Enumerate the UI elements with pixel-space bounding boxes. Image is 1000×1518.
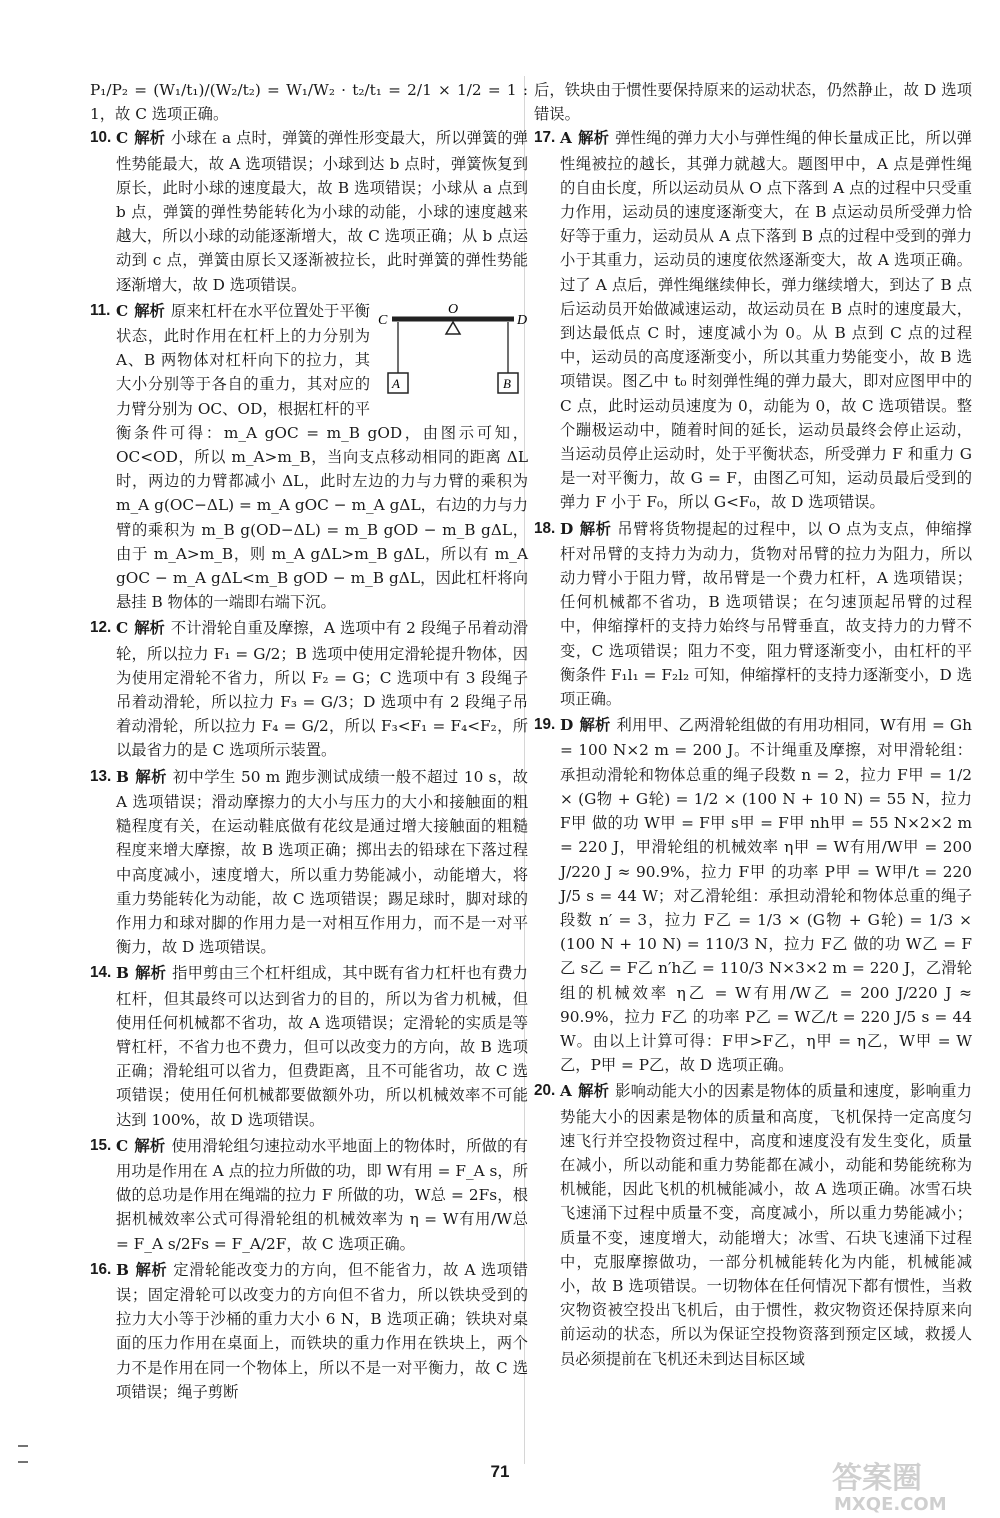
analysis-label: 解析: [134, 768, 167, 786]
label-d: D: [517, 312, 528, 328]
analysis-text: 使用滑轮组匀速拉动水平地面上的物体时，所做的有用功是作用在 A 点的拉力所做的功，即 W有用 = F_A s，所做的总功是作用在绳端的拉力 F 所做的功，W总 = 2Fs，根据机械效率公式可得滑轮组的机械效率为 η = W有用/W总 = F_A s/2Fs = F_A/2F，故 C 选项正确。: [116, 1136, 528, 1253]
item-number: 15.: [90, 1136, 112, 1154]
analysis-label: 解析: [134, 302, 165, 320]
right-column: [534, 78, 972, 1373]
answer-item-19: [534, 713, 972, 1077]
label-c: C: [378, 312, 388, 328]
answer-item-20: [534, 1079, 972, 1370]
answer-letter: D: [560, 716, 574, 735]
analysis-text: 吊臂将货物提起的过程中，以 O 点为支点，伸缩撑杆对吊臂的支持力为动力，货物对吊臂的拉力为阻力，所以动力臂小于阻力臂，故吊臂是一个费力杠杆，A 选项错误；任何机械都不省功，B 选项错误；在匀速顶起吊臂的过程中，伸缩撑杆的支持力始终与吊臂垂直，故支持力的力臂不变，C 选项错误；阻力不变，阻力臂逐渐变小，由杠杆的平衡条件 F₁l₁ = F₂l₂ 可知，伸缩撑杆的支持力逐渐变小，D 选项正确。: [560, 519, 972, 709]
answer-item-13: [90, 765, 528, 960]
analysis-text: 利用甲、乙两滑轮组做的有用功相同，W有用 = Gh = 100 N×2 m = 200 J。不计绳重及摩擦，对甲滑轮组：承担动滑轮和物体总重的绳子段数 n = 2，拉力 F甲 = 1/2 × (G物 + G轮) = 1/2 × (100 N + 10 N) = 55 N，拉力 F甲 做的功 W甲 = F甲 s甲 = F甲 nh甲 = 55 N×2×2 m = 220 J，甲滑轮组的机械效率 η甲 = W有用/W甲 = 200 J/220 J ≈ 90.9%，拉力 F甲 的功率 P甲 = W甲/t = 220 J/5 s = 44 W；对乙滑轮组：承担动滑轮和物体总重的绳子段数 n′ = 3，拉力 F乙 = 1/3 × (G物 + G轮) = 1/3 × (100 N + 10 N) = 110/3 N，拉力 F乙 做的功 W乙 = F乙 s乙 = F乙 n′h乙 = 110/3 N×3×2 m = 220 J，乙滑轮组的机械效率 η乙 = W有用/W乙 = 200 J/220 J ≈ 90.9%，拉力 F乙 的功率 P乙 = W乙/t = 220 J/5 s = 44 W。由以上计算可得：F甲>F乙，η甲 = η乙，W甲 = W乙，P甲 = P乙，故 D 选项正确。: [560, 716, 972, 1075]
analysis-text: 定滑轮能改变力的方向，但不能省力，故 A 选项错误；固定滑轮可以改变力的方向但不省力，所以铁块受到的拉力大小等于沙桶的重力大小 6 N，B 选项正确；铁块对桌面的压力作用在桌面上，而铁块的重力作用在铁块上，两个力不是作用在同一个物体上，所以不是一对平衡力，故 C 选项错误；绳子剪断: [116, 1260, 528, 1401]
analysis-label: 解析: [134, 620, 165, 638]
analysis-label: 解析: [134, 1261, 168, 1279]
answer-item-18: [534, 517, 972, 712]
analysis-label: 解析: [134, 965, 167, 983]
analysis-label: 解析: [134, 130, 165, 148]
continued-text: P₁/P₂ = (W₁/t₁)/(W₂/t₂) = W₁/W₂ · t₂/t₁ = 2/1 × 1/2 = 1 : 1，故 C 选项正确。: [90, 81, 528, 124]
answer-letter: C: [116, 129, 129, 148]
analysis-label: 解析: [579, 520, 612, 538]
label-a: A: [392, 375, 400, 391]
analysis-text: 不计滑轮自重及摩擦，A 选项中有 2 段绳子吊着动滑轮，所以拉力 F₁ = G/2；B 选项中使用定滑轮提升物体，因为使用定滑轮不省力，所以 F₂ = G；C 选项中有 3 段绳子吊着动滑轮，所以拉力 F₃ = G/3；D 选项中有 2 段绳子吊着动滑轮，所以拉力 F₄ = G/2，所以 F₃<F₁ = F₄<F₂，所以最省力的是 C 选项所示装置。: [116, 619, 528, 760]
analysis-label: 解析: [134, 1137, 166, 1155]
analysis-label: 解析: [579, 717, 611, 735]
analysis-text: 弹性绳的弹力大小与弹性绳的伸长量成正比，所以弹性绳被拉的越长，其弹力就越大。题图甲中，A 点是弹性绳的自由长度，所以运动员从 O 点下落到 A 点的过程中只受重力作用，运动员的速度逐渐变大，在 B 点运动员所受弹力恰好等于重力，运动员从 A 点下落到 B 点的过程中受到的弹力小于其重力，运动员的速度依然逐渐变大，故 A 选项正确。过了 A 点后，弹性绳继续伸长，弹力继续增大，到达了 B 点后运动员开始做减速运动，故运动员在 B 点时的速度最大，到达最低点 C 时，速度减小为 0。从 B 点到 C 点的过程中，运动员的高度逐渐变小，所以其重力势能变小，故 B 选项错误。图乙中 t₀ 时刻弹性绳的弹力最大，即对应图甲中的 C 点，此时运动员速度为 0，动能为 0，故 C 选项错误。整个蹦极运动中，随着时间的延长，运动员最终会停止运动，当运动员停止运动时，处于平衡状态，所受弹力 F 和重力 G 是一对平衡力，故 G = F，由图乙可知，运动员最后受到的弹力 F 小于 F₀，所以 G<F₀，故 D 选项错误。: [560, 129, 972, 512]
answer-item-11: [90, 299, 528, 615]
lever-figure: [378, 301, 528, 399]
answer-letter: A: [560, 1082, 572, 1101]
analysis-text: 影响动能大小的因素是物体的质量和速度，影响重力势能大小的因素是物体的质量和高度，飞机保持一定高度匀速飞行并空投物资过程中，高度和速度没有发生变化，质量在减小，所以动能和重力势能都在减小，动能和势能统称为机械能，因此飞机的机械能减小，故 A 选项正确。冰雪石块飞速涌下过程中质量不变，高度减小，所以重力势能减小；质量不变，速度增大，动能增大；冰雪、石块飞速涌下过程中，克服摩擦做功，一部分机械能转化为内能，机械能减小，故 B 选项错误。一切物体在任何情况下都有惯性，当救灾物资被空投出飞机后，由于惯性，救灾物资还保持原来向前运动的状态，所以为保证空投物资落到预定区域，救援人员必须提前在飞机还未到达目标区域: [560, 1082, 972, 1368]
label-o: O: [448, 301, 459, 317]
item-number: 13.: [90, 767, 112, 785]
item-number: 11.: [90, 301, 111, 319]
answer-letter: C: [116, 301, 129, 320]
item-number: 18.: [534, 519, 556, 537]
watermark-url: MXQE.COM: [834, 1494, 947, 1515]
item-number: 12.: [90, 619, 112, 637]
analysis-text: 小球在 a 点时，弹簧的弹性形变最大，所以弹簧的弹性势能最大，故 A 选项错误；小球到达 b 点时，弹簧恢复到原长，此时小球的速度最大，故 B 选项错误；小球从 a 点到 b 点，弹簧的弹性势能转化为小球的动能，小球的速度越来越大，所以小球的动能逐渐增大，故 C 选项正确；从 b 点运动到 c 点，弹簧由原长又逐渐被拉长，此时弹簧的弹性势能逐渐增大，故 D 选项错误。: [116, 129, 528, 294]
analysis-label: 解析: [577, 1083, 610, 1101]
answer-item-17: [534, 126, 972, 514]
analysis-text: 指甲剪由三个杠杆组成，其中既有省力杠杆也有费力杠杆，但其最终可以达到省力的目的，所以为省力机械，但使用任何机械都不省功，故 A 选项错误；定滑轮的实质是等臂杠杆，不省力也不费力，但可以改变力的方向，故 B 选项正确；滑轮组可以省力，但费距离，且不可能省功，故 C 选项错误；使用任何机械都要做额外功，所以机械效率不可能达到 100%，故 D 选项错误。: [116, 964, 528, 1129]
watermark-logo: [826, 1454, 994, 1516]
item-number: 14.: [90, 964, 112, 982]
answer-item-15: [90, 1134, 528, 1256]
answer-item-10: [90, 126, 528, 296]
page-number: 71: [490, 1462, 510, 1481]
continued-text: 后，铁块由于惯性要保持原来的运动状态，仍然静止，故 D 选项错误。: [534, 81, 972, 124]
label-b: B: [503, 375, 511, 391]
answer-letter: B: [116, 964, 129, 983]
analysis-text: 原来杠杆在水平位置处于平衡状态，此时作用在杠杆上的力分别为 A、B 两物体对杠杆向下的拉力，其大小分别等于各自的重力，其对应的力臂分别为 OC、OD，根据杠杆的平衡条件可得：m_A gOC = m_B gOD，由图示可知，OC<OD，所以 m_A>m_B，当向支点移动相同的距离 ΔL 时，两边的力臂都减小 ΔL，此时左边的力与力臂的乘积为 m_A g(OC−ΔL) = m_A gOC − m_A gΔL，右边的力与力臂的乘积为 m_B g(OD−ΔL) = m_B gOD − m_B gΔL，由于 m_A>m_B，则 m_A gΔL>m_B gΔL，所以有 m_A gOC − m_A gΔL<m_B gOD − m_B gΔL，因此杠杆将向悬挂 B 物体的一端即右端下沉。: [116, 301, 528, 612]
watermark-title: 答案圈: [832, 1461, 922, 1496]
answer-letter: C: [116, 1136, 129, 1155]
left-column: [90, 78, 528, 1406]
answer-letter: C: [116, 619, 129, 638]
answer-letter: D: [560, 519, 574, 538]
answer-item-16: [90, 1258, 528, 1404]
analysis-label: 解析: [577, 130, 610, 148]
answer-item-12: [90, 616, 528, 762]
answer-letter: A: [560, 129, 572, 148]
item-number: 20.: [534, 1082, 556, 1100]
answer-letter: B: [116, 1260, 129, 1279]
analysis-text: 初中学生 50 m 跑步测试成绩一般不超过 10 s，故 A 选项错误；滑动摩擦力的大小与压力的大小和接触面的粗糙程度有关，在运动鞋底做有花纹是通过增大接触面的粗糙程度来增大摩擦，故 B 选项正确；掷出去的铅球在下落过程中高度减小，速度增大，所以重力势能减小，动能增大，将重力势能转化为动能，故 C 选项错误；踢足球时，脚对球的作用力和球对脚的作用力是一对相互作用力，而不是一对平衡力，故 D 选项错误。: [116, 767, 528, 957]
answer-item-14: [90, 961, 528, 1131]
item-number: 19.: [534, 716, 556, 734]
item-number: 16.: [90, 1260, 112, 1278]
answer-letter: B: [116, 767, 129, 786]
item-number: 17.: [534, 129, 556, 147]
item-number: 10.: [90, 129, 112, 147]
